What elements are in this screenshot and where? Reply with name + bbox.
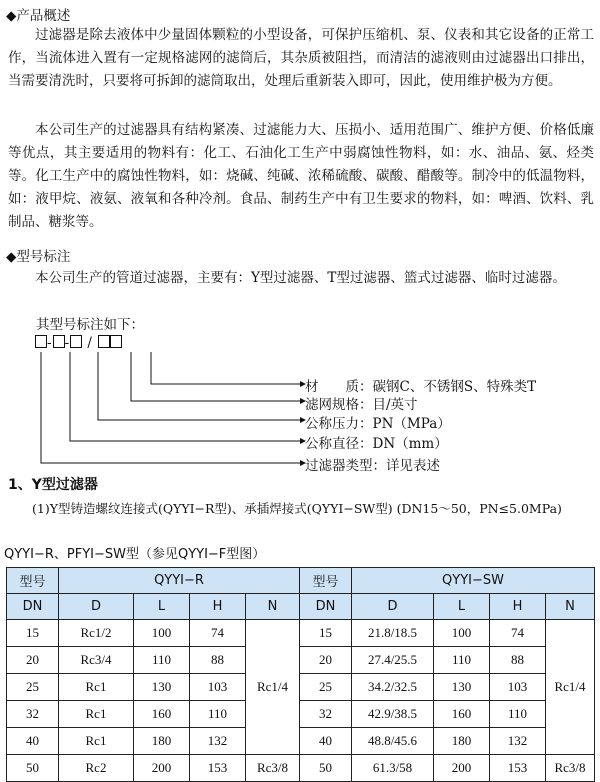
cell-h2: 110: [490, 701, 546, 728]
table-row: [7, 728, 595, 755]
table-row: [7, 755, 595, 782]
header-model-label-right: 型号: [300, 568, 352, 594]
overview-heading: ◆产品概述: [6, 8, 71, 24]
legend-diameter: 公称直径：DN（mm）: [305, 436, 448, 452]
header-model-left: QYYI−R: [59, 568, 300, 594]
legend-pressure: 公称压力：PN（MPa）: [305, 416, 451, 432]
cell-dn: 40: [7, 728, 59, 755]
cell-dn: 25: [7, 674, 59, 701]
y-filter-description: (1)Y型铸造螺纹连接式(QYYI−R型)、承插焊接式(QYYI−SW型) (DN15～50，PN≤5.0MPa): [32, 501, 562, 516]
header-col: DN: [300, 594, 352, 620]
cell-dn: 15: [7, 620, 59, 647]
cell-h: 74: [190, 620, 246, 647]
cell-l2: 130: [434, 674, 490, 701]
cell-d: Rc1/2: [59, 620, 134, 647]
header-col: D: [59, 594, 134, 620]
cell-h2: 132: [490, 728, 546, 755]
cell-dn2: 50: [300, 755, 352, 782]
legend-material: 材 质：碳钢C、不锈钢S、特殊类T: [305, 379, 537, 395]
cell-h2: 88: [490, 647, 546, 674]
cell-h2: 103: [490, 674, 546, 701]
model-heading: ◆型号标注: [6, 249, 71, 265]
leader-line-type: [41, 352, 300, 463]
cell-h: 88: [190, 647, 246, 674]
model-paragraph: 本公司生产的管道过滤器，主要有：Y型过滤器、T型过滤器、篮式过滤器、临时过滤器。: [35, 270, 566, 286]
cell-l2: 100: [434, 620, 490, 647]
cell-dn: 20: [7, 647, 59, 674]
cell-l: 110: [134, 647, 190, 674]
cell-d2: 42.9/38.5: [352, 701, 434, 728]
cell-dn2: 20: [300, 647, 352, 674]
cell-dn2: 40: [300, 728, 352, 755]
cell-dn: 32: [7, 701, 59, 728]
leader-line-material: [151, 352, 300, 384]
cell-d: Rc1: [59, 674, 134, 701]
cell-h: 153: [190, 755, 246, 782]
cell-l2: 180: [434, 728, 490, 755]
cell-n-left-merged: Rc1/4: [246, 620, 300, 755]
legend-type: 过滤器类型：详见表述: [305, 458, 440, 474]
cell-l2: 160: [434, 701, 490, 728]
leader-line-mesh: [131, 352, 300, 401]
cell-dn2: 25: [300, 674, 352, 701]
table-row: [7, 620, 595, 647]
cell-l: 100: [134, 620, 190, 647]
cell-l: 130: [134, 674, 190, 701]
overview-paragraph-1: 过滤器是除去液体中少量固体颗粒的小型设备，可保护压缩机、泵、仪表和其它设备的正常工作，当流体进入置有一定规格滤网的滤筒后，其杂质被阻挡，而清洁的滤液则由过滤器出口排出，当需要清洗时，只要将可拆卸的滤筒取出，处理后重新装入即可，因此，使用维护极为方便。: [8, 27, 594, 89]
cell-d: Rc1: [59, 728, 134, 755]
header-col: H: [490, 594, 546, 620]
cell-l2: 110: [434, 647, 490, 674]
table-header-model-row: [7, 568, 595, 594]
cell-dn2: 32: [300, 701, 352, 728]
header-col: N: [246, 594, 300, 620]
cell-l: 180: [134, 728, 190, 755]
table-caption: QYYI−R、PFYI−SW型（参见QYYI−F型图）: [4, 547, 266, 562]
overview-paragraph-2: 本公司生产的过滤器具有结构紧凑、过滤能力大、压损小、适用范围广、维护方便、价格低廉等优点，其主要适用的物料有：化工、石油化工生产中弱腐蚀性物料，如：水、油品、氨、烃类等。化工生产中的腐蚀性物料，如：烧碱、纯碱、浓稀硫酸、碳酸、醋酸等。制冷中的低温物料，如：液甲烷、液氨、液氧和各种冷剂。食品、制药生产中有卫生要求的物料，如：啤酒、饮料、乳制品、糖浆等。: [8, 122, 594, 230]
cell-l2: 200: [434, 755, 490, 782]
cell-d2: 21.8/18.5: [352, 620, 434, 647]
header-model-label-left: 型号: [7, 568, 59, 594]
cell-h: 110: [190, 701, 246, 728]
model-intro: 其型号标注如下：: [36, 317, 144, 333]
cell-h2: 74: [490, 620, 546, 647]
cell-d2: 27.4/25.5: [352, 647, 434, 674]
header-col: N: [546, 594, 595, 620]
cell-h: 132: [190, 728, 246, 755]
cell-d2: 61.3/58: [352, 755, 434, 782]
header-col: L: [434, 594, 490, 620]
cell-n-right-merged: Rc1/4: [546, 620, 595, 755]
header-col: DN: [7, 594, 59, 620]
cell-d: Rc1: [59, 701, 134, 728]
header-col: H: [190, 594, 246, 620]
model-code-diagram: - - /: [35, 335, 122, 351]
table-row: [7, 647, 595, 674]
header-col: L: [134, 594, 190, 620]
header-col: D: [352, 594, 434, 620]
spec-table: [6, 567, 595, 782]
leader-line-dn: [70, 352, 300, 441]
table-row: [7, 701, 595, 728]
cell-n2: Rc3/8: [546, 755, 595, 782]
cell-n: Rc3/8: [246, 755, 300, 782]
cell-d2: 48.8/45.6: [352, 728, 434, 755]
cell-l: 160: [134, 701, 190, 728]
table-row: [7, 674, 595, 701]
cell-d: Rc2: [59, 755, 134, 782]
cell-h2: 153: [490, 755, 546, 782]
cell-h: 103: [190, 674, 246, 701]
cell-l: 200: [134, 755, 190, 782]
header-model-right: QYYI−SW: [352, 568, 595, 594]
cell-dn2: 15: [300, 620, 352, 647]
cell-dn: 50: [7, 755, 59, 782]
legend-mesh: 滤网规格：目/英寸: [305, 397, 418, 413]
cell-d: Rc3/4: [59, 647, 134, 674]
table-header-columns-row: [7, 594, 595, 620]
cell-d2: 34.2/32.5: [352, 674, 434, 701]
leader-line-pn: [98, 352, 300, 420]
y-filter-heading: 1、Y型过滤器: [8, 477, 98, 493]
